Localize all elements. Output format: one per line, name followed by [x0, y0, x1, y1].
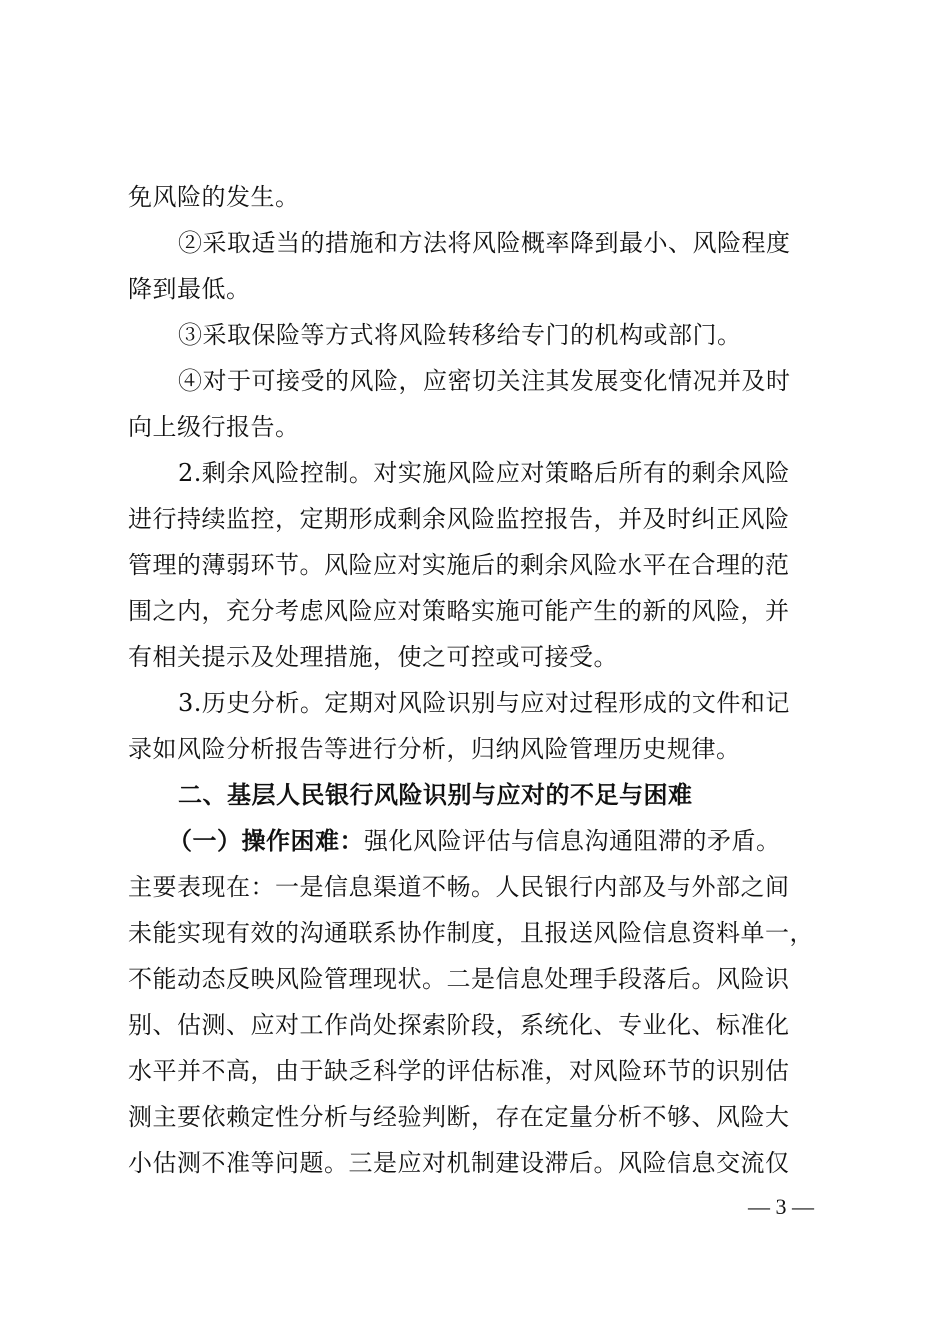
section-heading: 二、基层人民银行风险识别与应对的不足与困难	[178, 781, 693, 809]
text-line: ③采取保险等方式将风险转移给专门的机构或部门。	[178, 321, 742, 349]
text-line: 3.历史分析。定期对风险识别与应对过程形成的文件和记	[178, 689, 790, 717]
text-line: 测主要依赖定性分析与经验判断，存在定量分析不够、风险大	[128, 1103, 790, 1131]
text-line: 向上级行报告。	[128, 413, 300, 441]
page-number: — 3 —	[748, 1194, 814, 1219]
text-line: 不能动态反映风险管理现状。二是信息处理手段落后。风险识	[128, 965, 790, 993]
text-line: 小估测不准等问题。三是应对机制建设滞后。风险信息交流仅	[128, 1149, 790, 1177]
text-line: 免风险的发生。	[128, 183, 300, 211]
text-line: 2.剩余风险控制。对实施风险应对策略后所有的剩余风险	[178, 459, 790, 487]
text-line: 管理的薄弱环节。风险应对实施后的剩余风险水平在合理的范	[128, 551, 790, 579]
text-line: 围之内，充分考虑风险应对策略实施可能产生的新的风险，并	[128, 597, 790, 625]
text-line: 降到最低。	[128, 275, 251, 303]
text-line: ②采取适当的措施和方法将风险概率降到最小、风险程度	[178, 229, 791, 257]
text-line: 未能实现有效的沟通联系协作制度，且报送风险信息资料单一，	[128, 919, 814, 947]
text-line: 别、估测、应对工作尚处探索阶段，系统化、专业化、标准化	[128, 1011, 790, 1039]
text-line: 主要表现在：一是信息渠道不畅。人民银行内部及与外部之间	[128, 873, 790, 901]
subsection-heading: （一）操作困难：	[168, 826, 364, 855]
text-line: 录如风险分析报告等进行分析，归纳风险管理历史规律。	[128, 735, 741, 763]
subsection-text: 强化风险评估与信息沟通阻滞的矛盾。	[364, 827, 781, 855]
subsection-line	[168, 826, 781, 856]
text-line: 进行持续监控，定期形成剩余风险监控报告，并及时纠正风险	[128, 505, 790, 533]
text-line: 有相关提示及处理措施，使之可控或可接受。	[128, 643, 618, 671]
text-line: ④对于可接受的风险，应密切关注其发展变化情况并及时	[178, 367, 791, 395]
text-line: 水平并不高，由于缺乏科学的评估标准，对风险环节的识别估	[128, 1057, 790, 1085]
